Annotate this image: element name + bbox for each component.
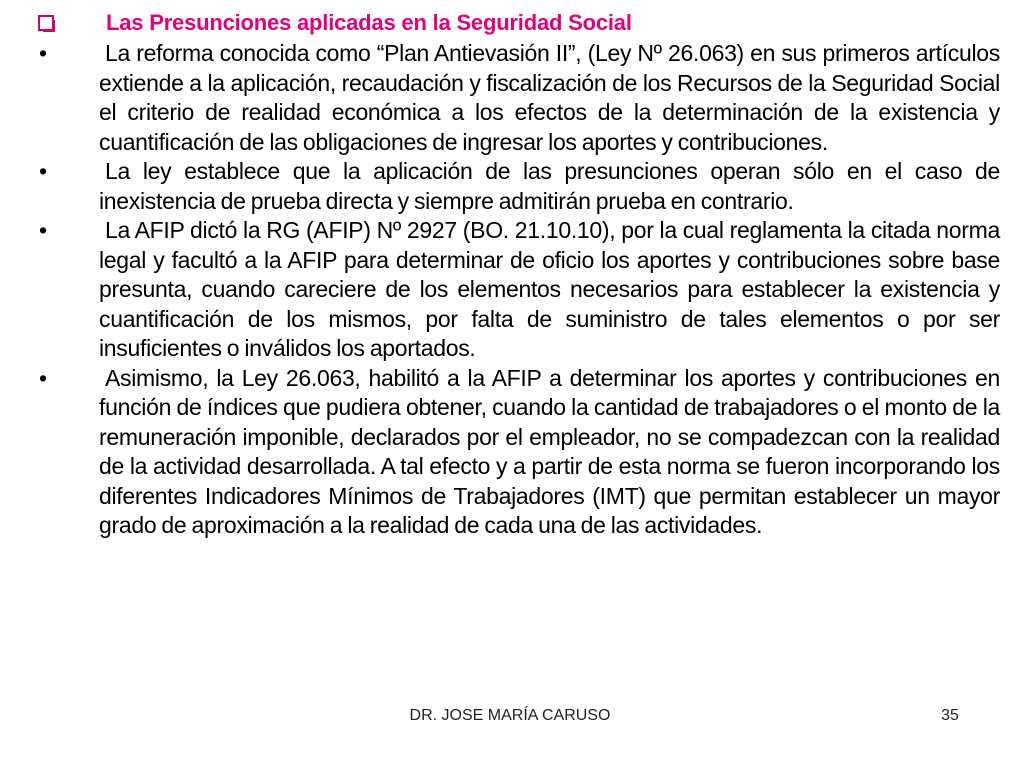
slide-title — [38, 6, 998, 40]
title-text: Las Presunciones aplicadas en la Seguridad Social — [106, 10, 632, 35]
bullet-item-1 — [32, 39, 1000, 157]
footer-author: DR. JOSE MARÍA CARUSO — [409, 707, 611, 724]
bullet-item-2 — [32, 157, 1000, 216]
bullet-list — [32, 39, 1000, 541]
bullet-text-3: La AFIP dictó la RG (AFIP) Nº 2927 (BO. 21.10.10), por la cual reglamenta la citada norma legal y facultó a la AFIP para determinar de oficio los aportes y contribuciones sobre base presunta, cuando careciere de los elementos necesarios para establecer la existencia y cuantificación de los mismos, por falta de suministro de tales elementos o por ser insuficientes o inválidos los aportados. — [99, 217, 1000, 361]
bullet-text-1: La reforma conocida como “Plan Antievasión II”, (Ley Nº 26.063) en sus primeros artículos extiende a la aplicación, recaudación y fiscalización de los Recursos de la Seguridad Social el criterio de realidad económica a los efectos de la determinación de la existencia y cuantificación de las obligaciones de ingresar los aportes y contribuciones. — [99, 40, 1000, 155]
bullet-item-4 — [32, 364, 1000, 541]
checkbox-icon — [38, 15, 54, 31]
bullet-icon: • — [39, 40, 48, 66]
page-number: 35 — [941, 707, 959, 724]
bullet-icon: • — [39, 217, 48, 243]
bullet-item-3 — [32, 216, 1000, 364]
bullet-icon: • — [39, 158, 48, 184]
bullet-text-4: Asimismo, la Ley 26.063, habilitó a la AFIP a determinar los aportes y contribuciones en función de índices que pudiera obtener, cuando la cantidad de trabajadores o el monto de la remuneración imponible, declarados por el empleador, no se compadezcan con la realidad de la actividad desarrollada. A tal efecto y a partir de esta norma se fueron incorporando los diferentes Indicadores Mínimos de Trabajadores (IMT) que permitan establecer un mayor grado de aproximación a la realidad de cada una de las actividades. — [99, 364, 1000, 538]
bullet-icon: • — [39, 364, 48, 391]
bullet-text-2: La ley establece que la aplicación de las presunciones operan sólo en el caso de inexistencia de prueba directa y siempre admitirán prueba en contrario. — [99, 158, 1000, 214]
